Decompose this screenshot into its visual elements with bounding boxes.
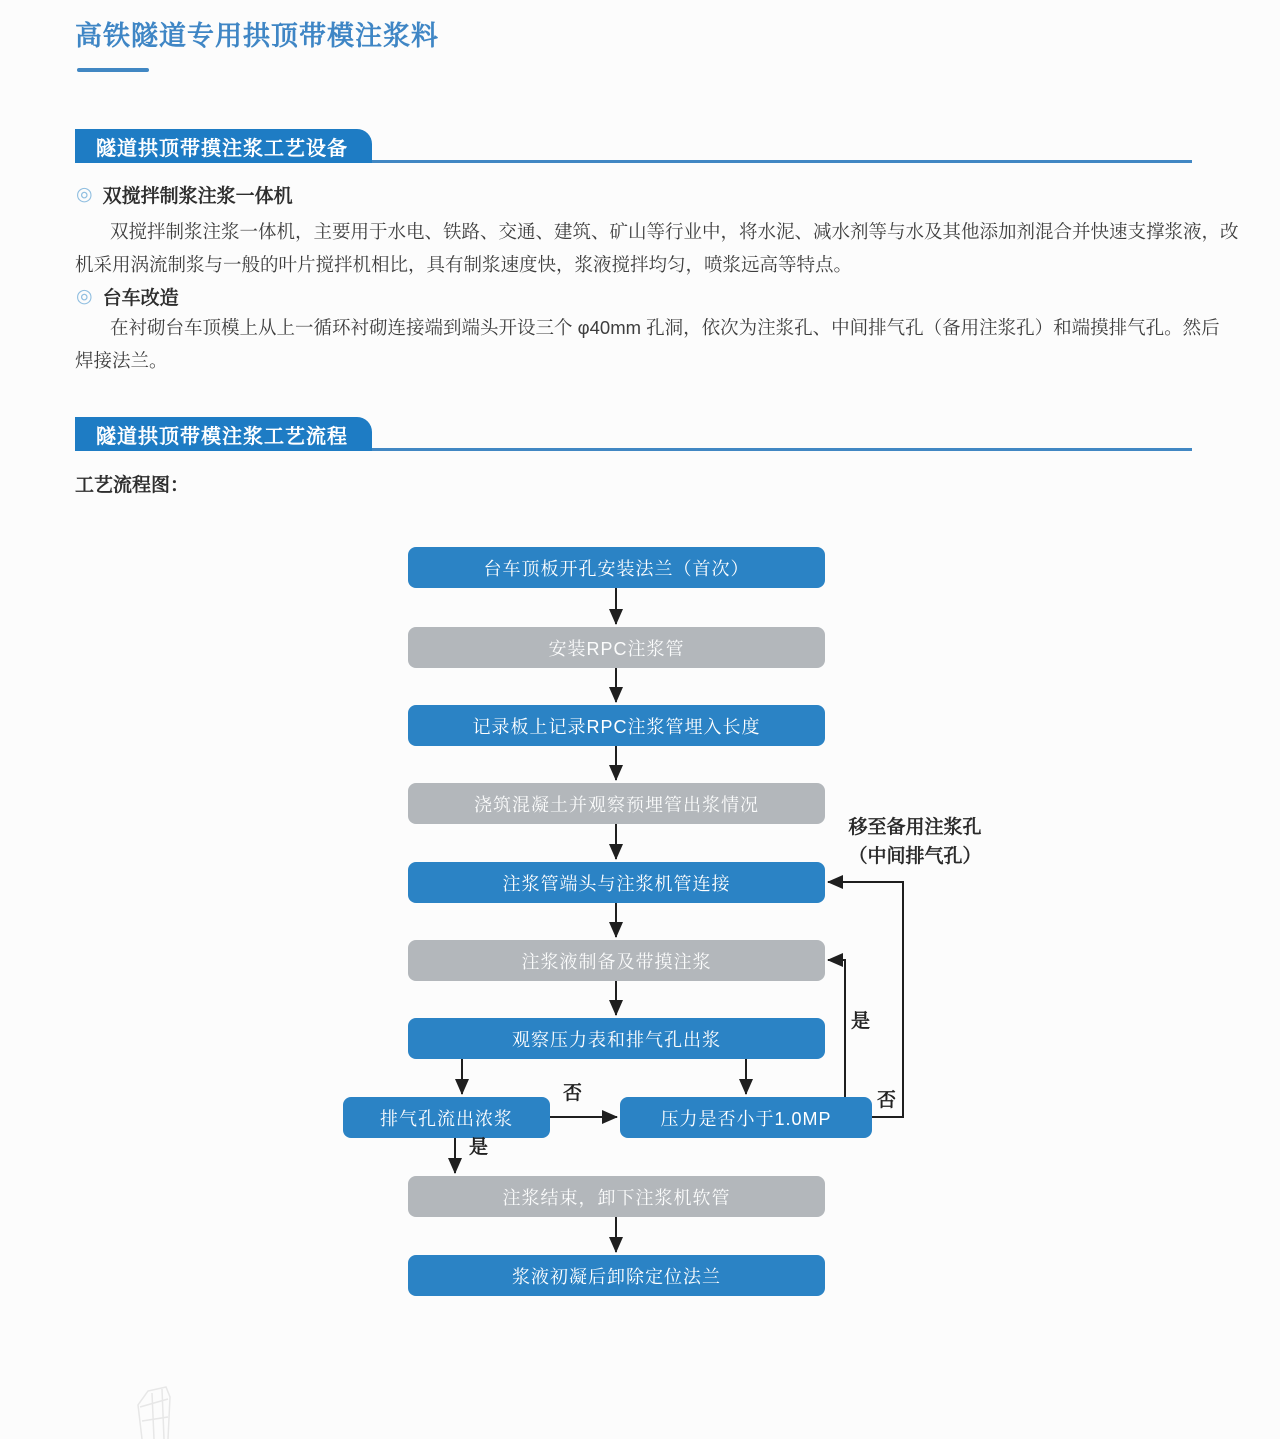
flow-node-connect-grouting-machine: 注浆管端头与注浆机管连接 xyxy=(408,862,825,903)
section-banner-process: 隧道拱顶带模注浆工艺流程 xyxy=(75,417,372,451)
flow-note-line2: （中间排气孔） xyxy=(848,846,982,867)
flow-node-remove-flange: 浆液初凝后卸除定位法兰 xyxy=(408,1255,825,1296)
bullet-item-mixer xyxy=(76,181,293,208)
flow-node-observe-pressure-gauge: 观察压力表和排气孔出浆 xyxy=(408,1018,825,1059)
flow-note-line1: 移至备用注浆孔 xyxy=(848,817,982,838)
flow-node-pressure-check: 压力是否小于1.0MP xyxy=(620,1097,872,1138)
diagram-label: 工艺流程图： xyxy=(75,475,190,496)
section-banner-equipment: 隧道拱顶带摸注浆工艺设备 xyxy=(75,129,372,163)
paragraph-mixer xyxy=(75,215,1239,281)
flow-node-pour-concrete-observe: 浇筑混凝土并观察预埋管出浆情况 xyxy=(408,783,825,824)
paragraph-trolley xyxy=(75,311,1220,377)
page-title: 高铁隧道专用拱顶带模注浆料 xyxy=(75,21,439,51)
flow-node-record-pipe-length: 记录板上记录RPC注浆管埋入长度 xyxy=(408,705,825,746)
flow-node-vent-hole-thick-grout: 排气孔流出浓浆 xyxy=(343,1097,550,1138)
flow-node-prepare-grout: 注浆液制备及带摸注浆 xyxy=(408,940,825,981)
paragraph-line: 焊接法兰。 xyxy=(75,350,168,371)
bullet-heading: 双搅拌制浆注浆一体机 xyxy=(102,186,293,207)
flow-label-no-between: 否 xyxy=(563,1083,583,1104)
flow-label-no-loop: 否 xyxy=(877,1090,897,1111)
flow-note-backup-hole xyxy=(830,813,1000,871)
flow-label-yes-down: 是 xyxy=(469,1137,489,1158)
bullet-item-trolley xyxy=(76,283,179,310)
paragraph-line: 双搅拌制浆注浆一体机，主要用于水电、铁路、交通、建筑、矿山等行业中，将水泥、减水剂等与水及其他添加剂混合并快速支撑浆液，改 xyxy=(110,221,1239,242)
process-flowchart xyxy=(0,535,1280,1325)
ring-bullet-icon: ◎ xyxy=(76,286,93,307)
building-watermark-sketch xyxy=(128,1383,198,1439)
bullet-heading: 台车改造 xyxy=(102,288,179,309)
flow-node-install-rpc-pipe: 安装RPC注浆管 xyxy=(408,627,825,668)
flow-node-drill-install-flange: 台车顶板开孔安装法兰（首次） xyxy=(408,547,825,588)
title-underline xyxy=(77,68,149,72)
flow-label-yes-loop: 是 xyxy=(851,1011,871,1032)
paragraph-line: 机采用涡流制浆与一般的叶片搅拌机相比，具有制浆速度快，浆液搅拌均匀，喷浆远高等特点。 xyxy=(75,254,853,275)
paragraph-line: 在衬砌台车顶模上从上一循环衬砌连接端到端头开设三个 φ40mm 孔洞，依次为注浆孔、中间排气孔（备用注浆孔）和端摸排气孔。然后 xyxy=(110,317,1220,338)
flow-node-finish-remove-hose: 注浆结束，卸下注浆机软管 xyxy=(408,1176,825,1217)
ring-bullet-icon: ◎ xyxy=(76,184,93,205)
